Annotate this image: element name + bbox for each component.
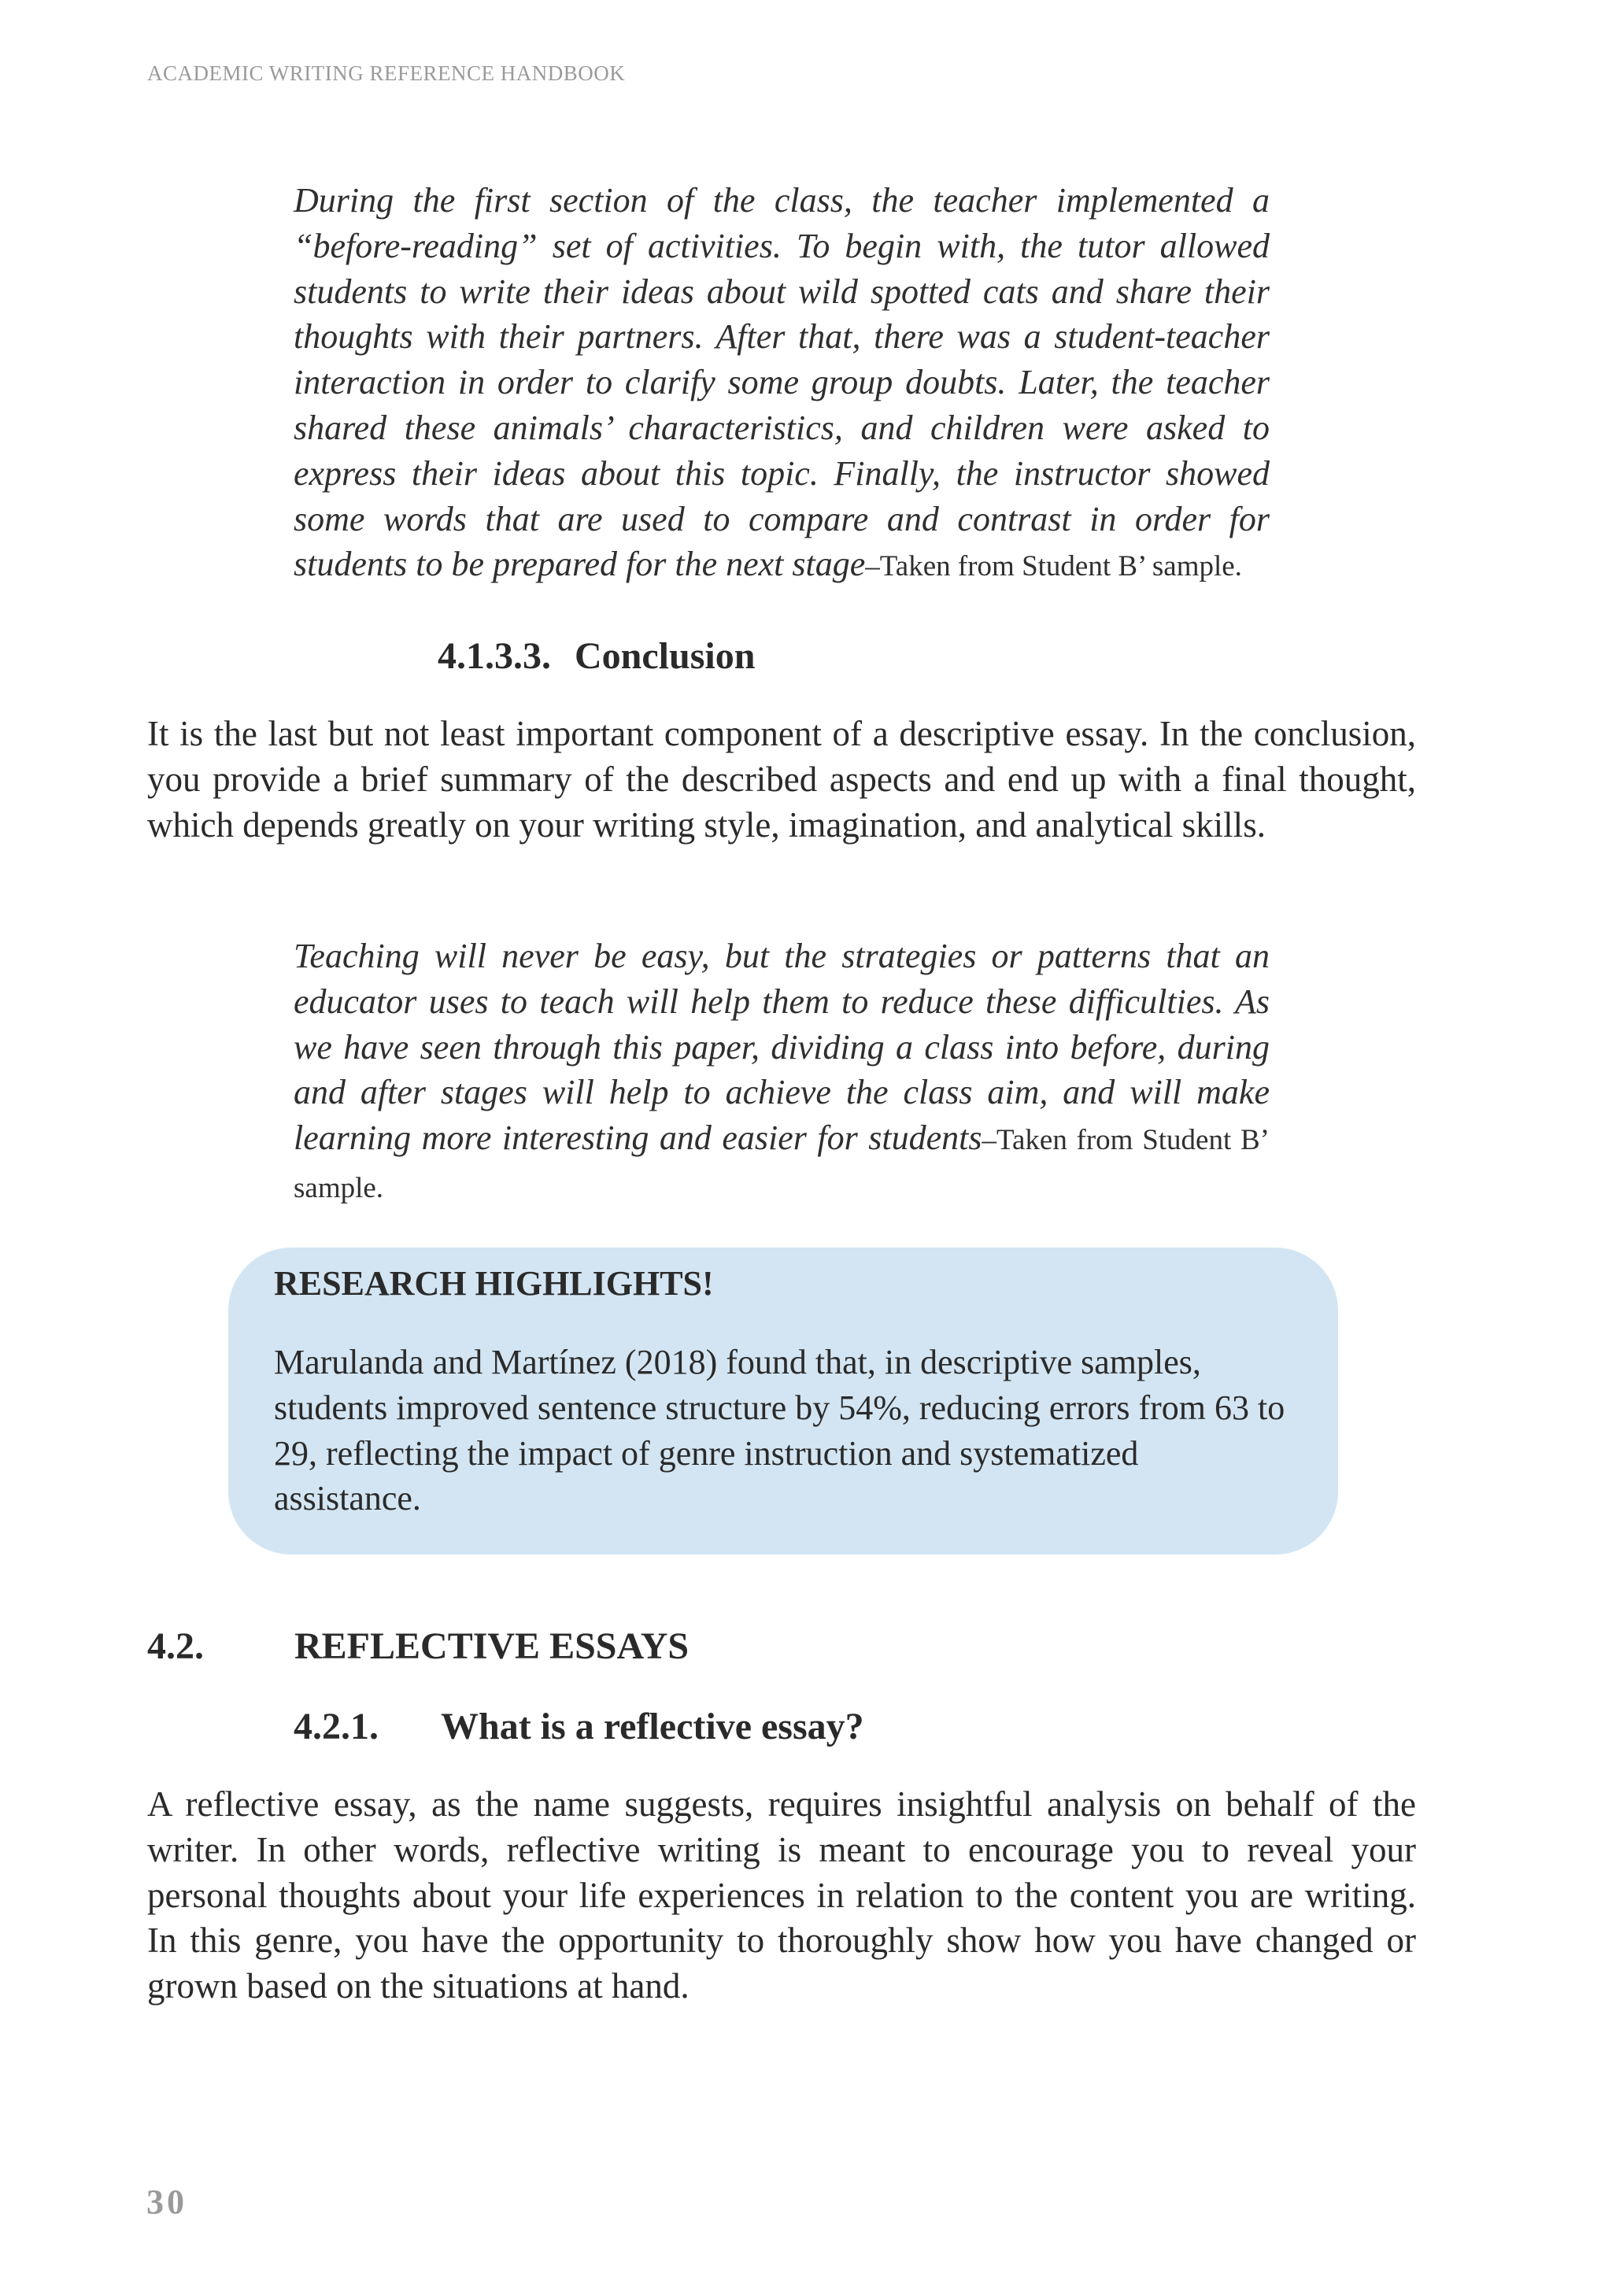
section-heading-reflective-essays (147, 1625, 689, 1668)
heading-title: What is a reflective essay? (441, 1706, 864, 1747)
heading-number: 4.2. (147, 1625, 204, 1667)
subsection-heading-what-is-reflective (294, 1705, 864, 1748)
research-highlights-body: Marulanda and Martínez (2018) found that, in descriptive samples, students improved sentence structure by 54%, reducing errors from 63 to 29, reflecting the impact of genre instruction and systematized assistance. (274, 1343, 1285, 1518)
research-highlights-title: RESEARCH HIGHLIGHTS! (274, 1264, 714, 1303)
conclusion-heading (438, 634, 755, 678)
conclusion-paragraph: It is the last but not least important component of a descriptive essay. In the conclusion, you provide a brief summary of the described aspects and end up with a final thought, which depends greatly on your writing style, imagination, and analytical skills. (147, 714, 1416, 845)
heading-title: REFLECTIVE ESSAYS (294, 1625, 690, 1667)
quote-text: Teaching will never be easy, but the strategies or patterns that an educator uses to teach will help them to reduce these difficulties. As we have seen through this paper, dividing a class into before, during and after stages will help to achieve the class aim, and will make learning more interesting and easier for students (294, 937, 1270, 1158)
quote-source: –Taken from Student B’ sample. (865, 550, 1242, 583)
reflective-essay-paragraph: A reflective essay, as the name suggests, requires insightful analysis on behalf of the writer. In other words, reflective writing is meant to encourage you to reveal your personal thoughts about your life experiences in relation to the content you are writing. In this genre, you have the opportunity to thoroughly show how you have changed or grown based on the situations at hand. (147, 1784, 1416, 2006)
heading-number: 4.2.1. (294, 1706, 379, 1747)
quote-source: –Taken from Student B’ sample. (294, 1124, 1270, 1204)
page-number: 30 (146, 2183, 187, 2221)
research-highlights-box (228, 1248, 1338, 1555)
heading-title: Conclusion (575, 635, 756, 677)
quote-text: During the first section of the class, the teacher implemented a “before-reading” set of activities. To begin with, the tutor allowed students to write their ideas about wild spotted cats and share their thoughts with their partners. After that, there was a student-teacher interaction in order to clarify some group doubts. Later, the teacher shared these animals’ characteristics, and children were asked to express their ideas about this topic. Finally, the instructor showed some words that are used to compare and contrast in order for students to be prepared for the next stage (294, 181, 1270, 584)
heading-number: 4.1.3.3. (438, 635, 551, 677)
student-sample-quote-conclusion (294, 934, 1270, 1211)
running-header: ACADEMIC WRITING REFERENCE HANDBOOK (147, 61, 626, 85)
student-sample-quote-activities (294, 178, 1270, 590)
